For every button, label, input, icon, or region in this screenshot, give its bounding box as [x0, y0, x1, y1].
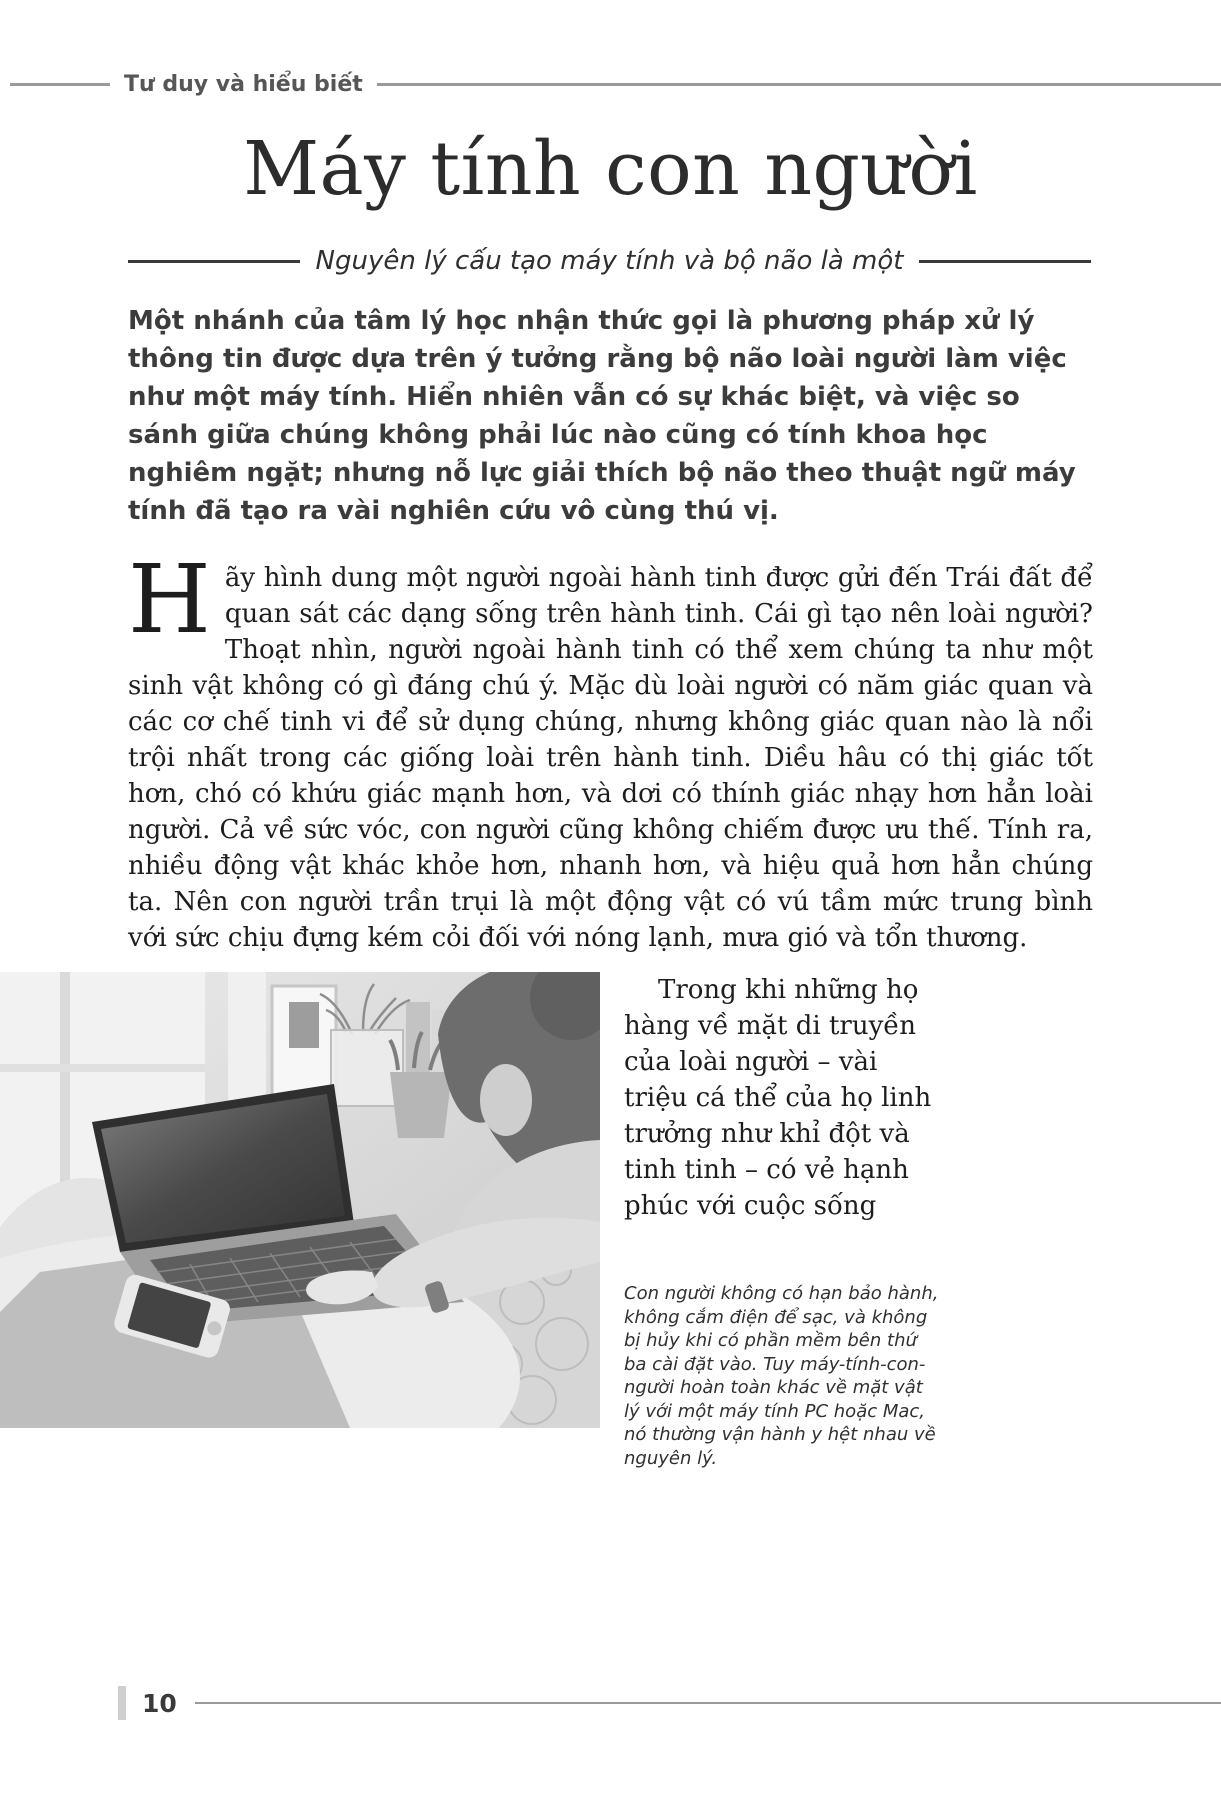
- article-subtitle: Nguyên lý cấu tạo máy tính và bộ não là một: [315, 246, 904, 276]
- subtitle-row: [128, 246, 1091, 276]
- header-rule-right: [377, 83, 1221, 86]
- subtitle-rule-right: [919, 260, 1091, 263]
- section-label: Tư duy và hiểu biết: [124, 72, 363, 97]
- article-photo: [0, 972, 600, 1428]
- photo-illustration: [0, 972, 600, 1428]
- folio-bar: [118, 1686, 126, 1720]
- footer-rule: [195, 1702, 1221, 1704]
- body-paragraph-1-text: ãy hình dung một người ngoài hành tinh được gửi đến Trái đất để quan sát các dạng sống trên hành tinh. Cái gì tạo nên loài người? Thoạt nhìn, người ngoài hành tinh có thể xem chúng ta như một sinh vật không có gì đáng chú ý. Mặc dù loài người có năm giác quan và các cơ chế tinh vi để sử dụng chúng, nhưng không giác quan nào là nổi trội nhất trong các giống loài trên hành tinh. Diều hâu có thị giác tốt hơn, chó có khứu giác mạnh hơn, và dơi có thính giác nhạy hơn hẳn loài người. Cả về sức vóc, con người cũng không chiếm được ưu thế. Tính ra, nhiều động vật khác khỏe hơn, nhanh hơn, và hiệu quả hơn hẳn chúng ta. Nên con người trần trụi là một động vật có vú tầm mức trung bình với sức chịu đựng kém cỏi đối với nóng lạnh, mưa gió và tổn thương.: [128, 563, 1093, 953]
- photo-section: [0, 972, 944, 1470]
- lead-paragraph: Một nhánh của tâm lý học nhận thức gọi là phương pháp xử lý thông tin được dựa trên ý tưởng rằng bộ não loài người làm việc như một máy tính. Hiển nhiên vẫn có sự khác biệt, và việc so sánh giữa chúng không phải lúc nào cũng có tính khoa học nghiêm ngặt; nhưng nỗ lực giải thích bộ não theo thuật ngữ máy tính đã tạo ra vài nghiên cứu vô cùng thú vị.: [128, 306, 1076, 526]
- subtitle-rule-left: [128, 260, 300, 263]
- section-header: [10, 72, 1221, 97]
- header-rule-left: [10, 83, 110, 86]
- photo-caption: Con người không có hạn bảo hành, không cắm điện để sạc, và không bị hủy khi có phần mềm bên thứ ba cài đặt vào. Tuy máy-tính-con-người hoàn toàn khác về mặt vật lý với một máy tính PC hoặc Mac, nó thường vận hành y hệt nhau về nguyên lý.: [624, 1283, 939, 1469]
- page-number: 10: [142, 1688, 177, 1718]
- body-paragraph-1: [128, 545, 1093, 956]
- page-footer: [118, 1686, 1221, 1720]
- body-paragraph-2: Trong khi những họ hàng về mặt di truyền của loài người – vài triệu cá thể của họ linh trưởng như khỉ đột và tinh tinh – có vẻ hạnh phúc với cuộc sống: [624, 975, 932, 1221]
- article-title: Máy tính con người: [243, 126, 978, 212]
- drop-cap: H: [128, 545, 211, 655]
- right-column: [624, 972, 944, 1470]
